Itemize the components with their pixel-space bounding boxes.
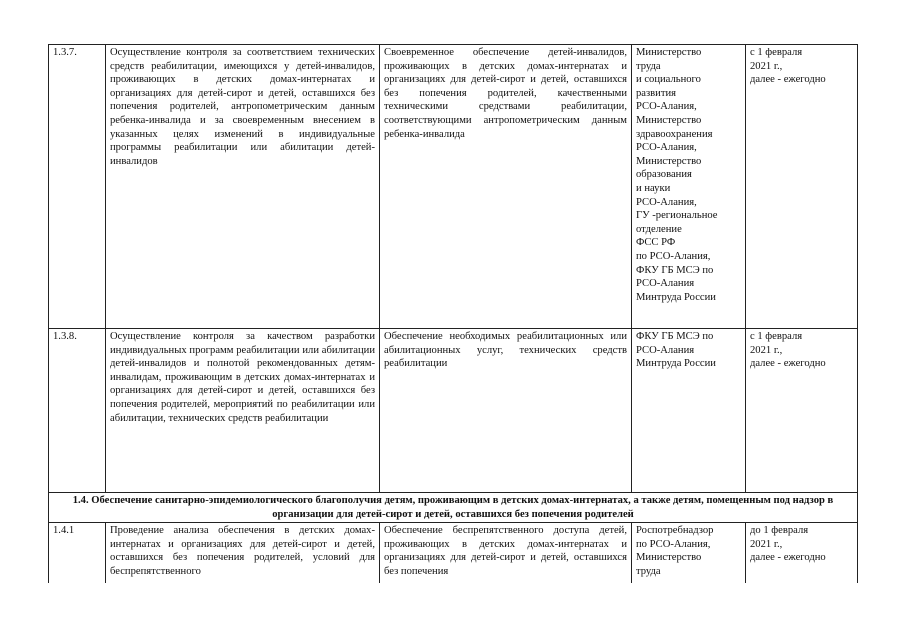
measure-text: Осуществление контроля за качеством разработки индивидуальных программ реабилитации или абилитации детей-инвалидов и полнотой рекомендованных детям-инвалидам, проживающим в детских домах-интернатах и организациях для детей-сирот и детей, оставшихся без попечения родителей, мероприятий по реабилитации или абилитации, технических средств реабилитации <box>106 329 380 493</box>
deadline-line: 2021 г., <box>750 60 783 72</box>
table-row <box>49 45 858 329</box>
responsible-list <box>632 329 746 493</box>
deadline-line: далее - ежегодно <box>750 358 826 370</box>
responsible-line: и науки <box>636 182 671 194</box>
responsible-line: Министерство <box>636 552 702 564</box>
deadline-line: до 1 февраля <box>750 525 809 537</box>
row-number: 1.3.8. <box>49 329 106 493</box>
responsible-line: Роспотребнадзор <box>636 525 714 537</box>
measures-table <box>48 44 858 583</box>
result-text: Обеспечение беспрепятственного доступа детей, проживающих в детских домах-интернатах и организациях для детей-сирот и детей, оставшихся без попечения <box>380 523 632 583</box>
responsible-line: Министерство <box>636 47 702 58</box>
responsible-line: Министерство <box>636 114 702 126</box>
responsible-line: здравоохранения <box>636 128 713 140</box>
responsible-line: РСО-Алания <box>636 344 695 356</box>
deadline-cell <box>746 523 858 583</box>
deadline-line: далее - ежегодно <box>750 74 826 86</box>
table-row <box>49 329 858 493</box>
section-row <box>49 493 858 523</box>
responsible-line: ГУ -региональное <box>636 210 718 222</box>
table-row <box>49 523 858 583</box>
measure-text: Осуществление контроля за соответствием технических средств реабилитации, имеющихся у детей-инвалидов, проживающих в детских домах-интернатах и организациях для детей-сирот и детей, оставшихся без попечения родителей, антропометрическим данным ребенка-инвалида и за своевременным внесением в указанных целях изменений в индивидуальные программы реабилитации или абилитации детей-инвалидов <box>106 45 380 329</box>
responsible-line: ФКУ ГБ МСЭ по <box>636 331 714 342</box>
responsible-line: по РСО-Алания, <box>636 250 711 262</box>
measure-text: Проведение анализа обеспечения в детских домах-интернатах и организациях для детей-сирот и детей, оставшихся без попечения родителей, условий для беспрепятственного <box>106 523 380 583</box>
responsible-line: отделение <box>636 223 682 235</box>
responsible-line: развития <box>636 87 677 99</box>
responsible-line: по РСО-Алания, <box>636 538 711 550</box>
row-number: 1.4.1 <box>49 523 106 583</box>
responsible-line: РСО-Алания, <box>636 196 697 208</box>
responsible-line: Минтруда России <box>636 358 716 370</box>
responsible-line: РСО-Алания <box>636 278 695 290</box>
responsible-line: труда <box>636 565 661 577</box>
responsible-line: ФСС РФ <box>636 237 676 249</box>
deadline-line: с 1 февраля <box>750 331 803 342</box>
deadline-line: 2021 г., <box>750 344 783 356</box>
responsible-line: Минтруда России <box>636 291 716 303</box>
responsible-line: труда <box>636 60 661 72</box>
deadline-line: далее - ежегодно <box>750 552 826 564</box>
section-heading: 1.4. Обеспечение санитарно-эпидемиологического благополучия детям, проживающим в детских домах-интернатах, а также детям, помещенным под надзор в организации для детей-сирот и детей, оставшихся без попечения родителей <box>49 493 858 523</box>
responsible-list <box>632 45 746 329</box>
row-number: 1.3.7. <box>49 45 106 329</box>
responsible-line: и социального <box>636 74 701 86</box>
deadline-line: с 1 февраля <box>750 47 803 58</box>
deadline-line: 2021 г., <box>750 538 783 550</box>
responsible-line: РСО-Алания, <box>636 142 697 154</box>
deadline-cell <box>746 329 858 493</box>
responsible-line: образования <box>636 169 692 181</box>
responsible-line: ФКУ ГБ МСЭ по <box>636 264 714 276</box>
responsible-line: Министерство <box>636 155 702 167</box>
result-text: Обеспечение необходимых реабилитационных или абилитационных услуг, технических средств реабилитации <box>380 329 632 493</box>
deadline-cell <box>746 45 858 329</box>
responsible-list <box>632 523 746 583</box>
result-text: Своевременное обеспечение детей-инвалидов, проживающих в детских домах-интернатах и организациях для детей-сирот и детей, оставшихся без попечения родителей, качественными техническими средствами реабилитации, соответствующими антропометрическим данным ребенка-инвалида <box>380 45 632 329</box>
responsible-line: РСО-Алания, <box>636 101 697 113</box>
